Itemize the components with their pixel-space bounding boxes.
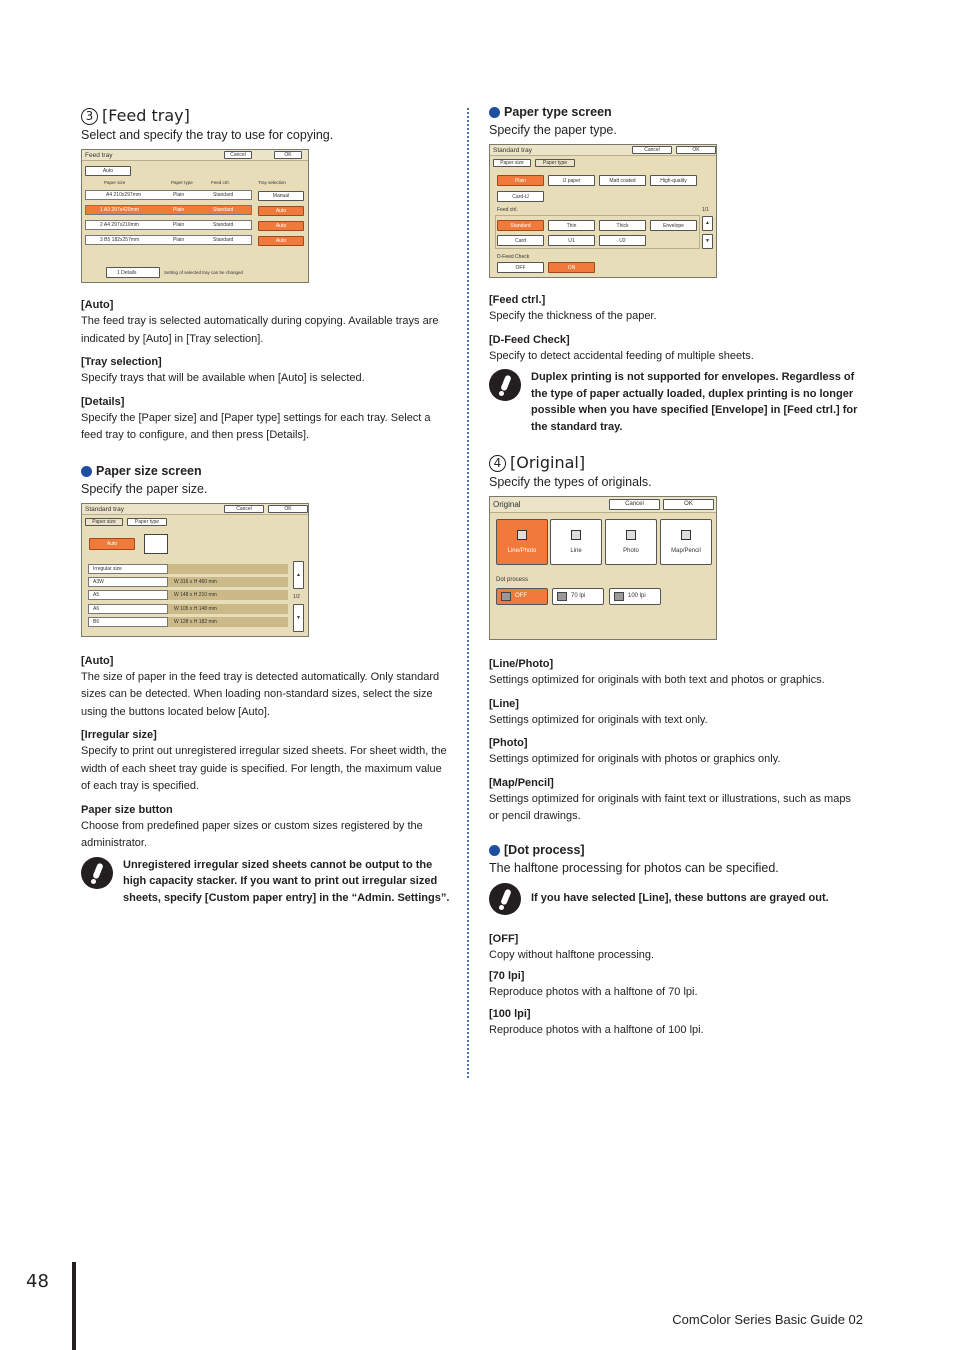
term-details: [Details] (81, 395, 125, 408)
dfeed-off-button[interactable]: OFF (497, 262, 544, 273)
dfeed-label: D-Feed Check (497, 254, 530, 260)
screen-title: Standard tray (493, 147, 533, 154)
original-heading (489, 453, 861, 473)
tray-type: Plain (173, 222, 185, 228)
col-tray-selection: Tray selection (258, 180, 286, 185)
tray-size: 2 A4 297x210mm (100, 222, 139, 228)
desc-feed-ctrl: Specify the thickness of the paper. (489, 310, 657, 322)
screen-title: Original (493, 500, 521, 509)
ok-button[interactable]: OK (663, 499, 714, 510)
tray-type: Plain (173, 192, 185, 198)
tray-selection-button[interactable]: Auto (258, 206, 304, 216)
type-matt-button[interactable]: Matt coated (599, 175, 646, 186)
row-name: Irregular size (93, 565, 122, 572)
dot-70-button[interactable] (552, 588, 604, 605)
col-paper-type: Paper type (171, 180, 193, 185)
desc-photo: Settings optimized for originals with photos or graphics only. (489, 753, 781, 765)
term-auto: [Auto] (81, 654, 114, 667)
desc-paper-size-button: Choose from predefined paper sizes or custom sizes registered by the administrator. (81, 819, 423, 849)
tray-type: Plain (173, 207, 185, 213)
tray-ctrl: Standard (213, 207, 234, 213)
screen-title: Standard tray (85, 505, 125, 513)
original-subtitle: Specify the types of originals. (489, 475, 652, 489)
ctrl-u1-button[interactable]: U1 (548, 235, 595, 246)
tab-paper-type[interactable]: Paper type (535, 159, 575, 167)
desc-map-pencil: Settings optimized for originals with faint text or illustrations, such as maps or pencil drawings. (489, 792, 851, 822)
section-number: 4 (489, 455, 506, 472)
term-auto: [Auto] (81, 299, 114, 311)
term-dfeed-check: [D-Feed Check] (489, 333, 570, 346)
details-note: Setting of selected tray can be changed (164, 270, 244, 275)
tray-selection-button[interactable]: Manual (258, 191, 304, 201)
caution-icon (489, 369, 521, 401)
ctrl-thin-button[interactable]: Thin (548, 220, 595, 231)
type-plain-button[interactable]: Plain (497, 175, 544, 186)
heading-text: [Dot process] (504, 842, 585, 857)
scroll-up-icon[interactable]: ▲ (293, 561, 304, 589)
screen-title-bar (490, 145, 716, 156)
tray-row[interactable] (85, 235, 252, 245)
row-name: A5 (93, 591, 100, 598)
tray-size: A4 210x297mm (106, 192, 142, 198)
tray-row[interactable] (85, 190, 252, 200)
desc-auto: The feed tray is selected automatically during copying. Available trays are indicated by [Auto] in [Tray selection]. (81, 315, 439, 345)
row-dimension: W 128 x H 182 mm (168, 617, 288, 627)
photo-button[interactable] (605, 519, 657, 565)
page-indicator: 1/1 (702, 207, 709, 213)
tray-type: Plain (173, 237, 185, 243)
row-name: A6 (93, 605, 100, 612)
row-name: B6 (93, 618, 100, 625)
note-text: Unregistered irregular sized sheets cannot be output to the high capacity stacker. If you want to print out irregular sized sheets, specify [Custom paper entry] in the “Admin. Settings”. (123, 858, 450, 904)
footer-bar (72, 1262, 76, 1350)
paper-type-subtitle: Specify the paper type. (489, 123, 617, 137)
note-text: Duplex printing is not supported for envelopes. Regardless of the type of paper actually loaded, duplex printing is no longer possible when you have specified [Envelope] in [Feed ctrl.] for the standard tray. (531, 371, 858, 433)
desc-tray-selection: Specify trays that will be available when [Auto] is selected. (81, 372, 365, 384)
photo-icon (626, 530, 636, 540)
paper-type-screenshot (489, 144, 717, 278)
heading-text: Paper type screen (504, 105, 612, 119)
row-dimension: W 316 x H 460 mm (168, 577, 288, 587)
line-photo-button[interactable] (496, 519, 548, 565)
note-box (81, 857, 453, 907)
ok-button[interactable]: OK (676, 146, 716, 154)
paper-size-button[interactable] (88, 617, 168, 627)
note-box (489, 369, 861, 435)
irregular-size-button[interactable] (88, 564, 168, 574)
col-paper-size: Paper size (104, 180, 126, 185)
tray-row[interactable] (85, 220, 252, 230)
term-100lpi: [100 lpi] (489, 1007, 531, 1020)
right-column (489, 104, 861, 1039)
term-photo: [Photo] (489, 737, 528, 749)
ctrl-envelope-button[interactable]: Envelope (650, 220, 697, 231)
desc-details: Specify the [Paper size] and [Paper type] settings for each tray. Select a feed tray to configure, and then press [Details]. (81, 411, 431, 441)
page-number: 48 (26, 1271, 49, 1292)
desc-irregular-size: Specify to print out unregistered irregular sized sheets. For sheet width, the width of each sheet tray guide is specified. For length, the maximum value of each tray is specified. (81, 745, 447, 792)
row-dimension: W 148 x H 210 mm (168, 590, 288, 600)
paper-size-button[interactable] (88, 590, 168, 600)
row-dimension: W 105 x H 148 mm (168, 604, 288, 614)
screen-title-bar (82, 150, 308, 161)
ctrl-card-button[interactable]: Card (497, 235, 544, 246)
map-pencil-button[interactable] (660, 519, 712, 565)
type-high-quality-button[interactable]: High-quality (650, 175, 697, 186)
bullet-dot-icon (489, 107, 500, 118)
ctrl-standard-button[interactable]: Standard (497, 220, 544, 231)
auto-button[interactable]: Auto (85, 166, 131, 176)
tray-selection-button[interactable]: Auto (258, 221, 304, 231)
caution-icon (489, 883, 521, 915)
btn-label: Photo (623, 548, 639, 554)
section-title: [Feed tray] (102, 106, 190, 125)
term-70lpi: [70 lpi] (489, 970, 525, 982)
tab-paper-type[interactable]: Paper type (127, 518, 167, 526)
dot-off-button[interactable] (496, 588, 548, 605)
btn-label: OFF (515, 593, 527, 599)
tray-ctrl: Standard (213, 222, 234, 228)
cancel-button[interactable]: Cancel (224, 505, 264, 513)
original-screenshot (489, 496, 717, 640)
paper-size-button[interactable] (88, 604, 168, 614)
desc-dfeed-check: Specify to detect accidental feeding of multiple sheets. (489, 349, 754, 362)
page-indicator: 1/2 (293, 593, 300, 600)
line-icon (571, 530, 581, 540)
term-tray-selection: [Tray selection] (81, 356, 162, 368)
desc-auto: The size of paper in the feed tray is detected automatically. Only standard sizes can be detected. When loading non-standard sizes, select the size using the buttons located below [Auto]. (81, 670, 440, 718)
scroll-down-icon[interactable]: ▼ (702, 234, 713, 249)
row-bg (168, 564, 288, 574)
dot-process-label: Dot process (496, 577, 529, 583)
term-map-pencil: [Map/Pencil] (489, 776, 554, 789)
btn-label: Line (570, 548, 582, 554)
desc-off: Copy without halftone processing. (489, 948, 655, 961)
section-subtitle: Select and specify the tray to use for copying. (81, 128, 334, 142)
bullet-dot-icon (81, 466, 92, 477)
btn-label: 70 lpi (571, 593, 586, 599)
btn-label: Line/Photo (507, 548, 537, 554)
line-photo-icon (517, 530, 527, 540)
dot-100-swatch-icon (614, 592, 624, 601)
type-card-ij-button[interactable]: Card-IJ (497, 191, 544, 202)
row-name: A3W (93, 578, 104, 585)
cancel-button[interactable]: Cancel (609, 499, 660, 510)
paper-diagram-icon (144, 534, 168, 554)
dfeed-on-button[interactable]: ON (548, 262, 595, 273)
desc-70lpi: Reproduce photos with a halftone of 70 lpi. (489, 986, 698, 998)
ok-button[interactable]: OK (268, 505, 308, 513)
line-button[interactable] (550, 519, 602, 565)
note-text: If you have selected [Line], these buttons are grayed out. (531, 892, 829, 905)
ok-button[interactable]: OK (274, 151, 302, 159)
section-number: 3 (81, 108, 98, 125)
term-off: [OFF] (489, 932, 519, 945)
paper-size-subtitle: Specify the paper size. (81, 481, 208, 496)
cancel-button[interactable]: Cancel (224, 151, 252, 159)
dot-100-button[interactable] (609, 588, 661, 605)
bullet-dot-icon (489, 845, 500, 856)
scroll-up-icon[interactable]: ▲ (702, 216, 713, 231)
screen-title: Feed tray (85, 152, 113, 159)
paper-type-heading (489, 104, 861, 121)
paper-size-heading (81, 463, 453, 480)
type-ij-button[interactable]: IJ paper (548, 175, 595, 186)
tab-paper-size[interactable]: Paper size (85, 518, 123, 526)
section-title: [Original] (510, 453, 586, 472)
ctrl-thick-button[interactable]: Thick (599, 220, 646, 231)
details-button[interactable]: 1 Details (106, 267, 160, 278)
left-column (81, 106, 453, 906)
paper-size-button[interactable] (88, 577, 168, 587)
caution-icon (81, 857, 113, 889)
dot-off-swatch-icon (501, 592, 511, 601)
tray-ctrl: Standard (213, 192, 234, 198)
auto-button[interactable]: Auto (89, 538, 135, 550)
tab-paper-size[interactable]: Paper size (493, 159, 531, 167)
feed-ctrl-label: Feed ctrl. (497, 207, 518, 213)
tray-selection-button[interactable]: Auto (258, 236, 304, 246)
term-paper-size-button: Paper size button (81, 803, 173, 816)
desc-line-photo: Settings optimized for originals with both text and photos or graphics. (489, 674, 825, 686)
dot-70-swatch-icon (557, 592, 567, 601)
btn-label: Map/Pencil (671, 548, 701, 554)
tray-size: 3 B5 182x257mm (100, 237, 140, 243)
tray-ctrl: Standard (213, 237, 234, 243)
term-irregular-size: [Irregular size] (81, 729, 157, 741)
paper-size-screenshot (81, 503, 309, 637)
tray-row[interactable] (85, 205, 252, 215)
screen-title-bar (490, 497, 716, 513)
feed-tray-heading (81, 106, 453, 126)
guide-title: ComColor Series Basic Guide 02 (672, 1312, 863, 1327)
column-divider (467, 108, 469, 1078)
dot-process-heading (489, 842, 861, 859)
term-feed-ctrl: [Feed ctrl.] (489, 294, 546, 306)
dot-process-subtitle: The halftone processing for photos can be specified. (489, 860, 779, 875)
map-pencil-icon (681, 530, 691, 540)
cancel-button[interactable]: Cancel (632, 146, 672, 154)
note-box (489, 883, 861, 915)
desc-100lpi: Reproduce photos with a halftone of 100 lpi. (489, 1023, 704, 1036)
term-line: [Line] (489, 697, 519, 710)
tray-size: 1 A3 297x420mm (100, 207, 139, 213)
col-feed-ctrl: Feed ctrl. (211, 180, 230, 185)
term-line-photo: [Line/Photo] (489, 658, 554, 670)
screen-title-bar (82, 504, 308, 515)
heading-text: Paper size screen (96, 463, 202, 478)
ctrl-u2-button[interactable]: U2 (599, 235, 646, 246)
scroll-down-icon[interactable]: ▼ (293, 604, 304, 632)
desc-line: Settings optimized for originals with text only. (489, 713, 708, 726)
btn-label: 100 lpi (628, 593, 646, 599)
feed-tray-screenshot (81, 149, 309, 283)
